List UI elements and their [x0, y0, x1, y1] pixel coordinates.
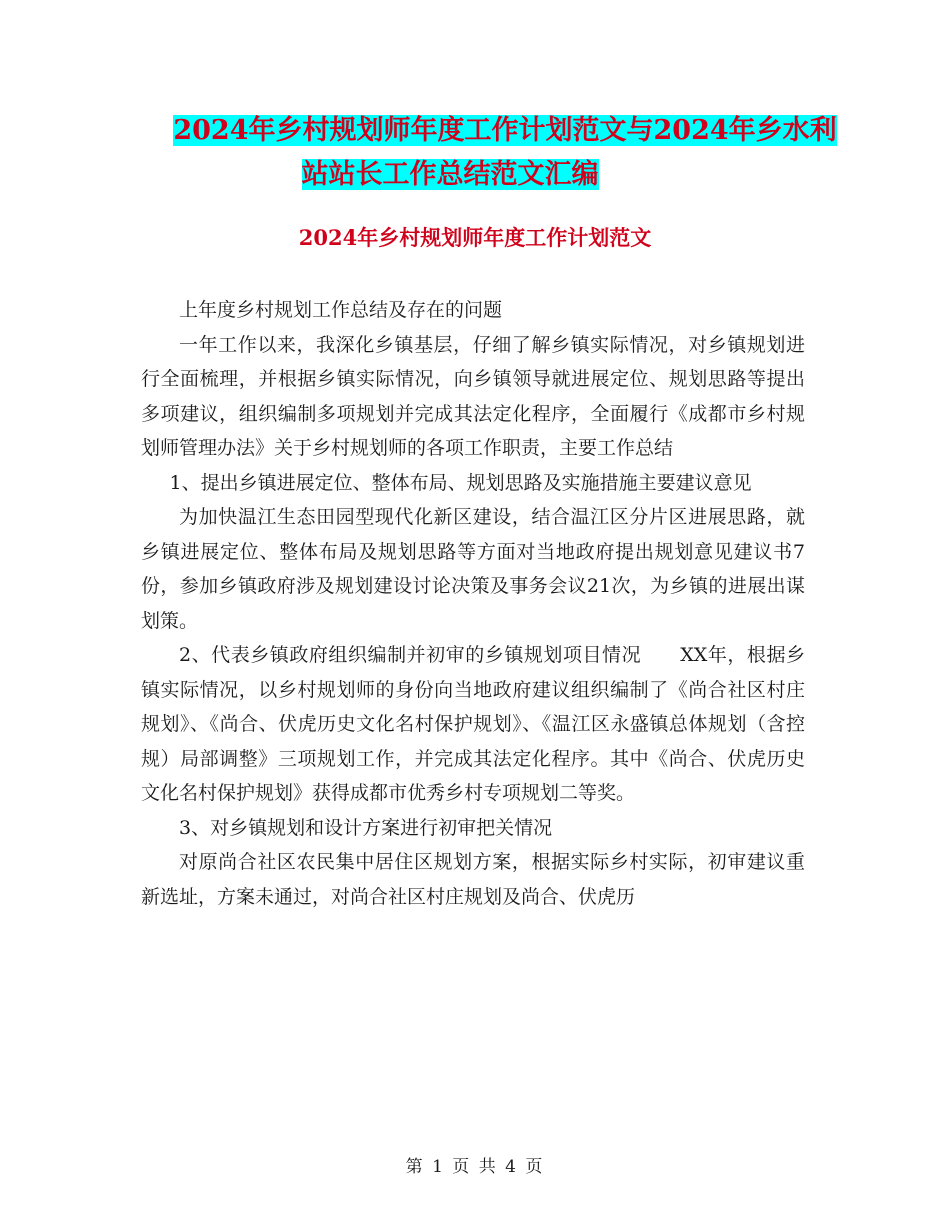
- paragraph: 一年工作以来，我深化乡镇基层，仔细了解乡镇实际情况，对乡镇规划进行全面梳理，并根据乡镇实际情况，向乡镇领导就进展定位、规划思路等提出多项建议，组织编制多项规划并完成其法定化程序，全面履行《成都市乡村规划师管理办法》关于乡村规划师的各项工作职责，主要工作总结: [141, 333, 805, 459]
- document-body: [141, 293, 805, 914]
- title-highlight: 站站长工作总结范文汇编: [301, 159, 599, 190]
- section-title: 2024年乡村规划师年度工作计划范文: [298, 225, 652, 250]
- document-title-line-1: [160, 108, 850, 154]
- paragraph: 2、代表乡镇政府组织编制并初审的乡镇规划项目情况 XX年，根据乡镇实际情况，以乡村规划师的身份向当地政府建议组织编制了《尚合社区村庄规划》、《尚合、伏虎历史文化名村保护规划》、《温江区永盛镇总体规划（含控规）局部调整》三项规划工作，并完成其法定化程序。其中《尚合、伏虎历史文化名村保护规划》获得成都市优秀乡村专项规划二等奖。: [141, 644, 805, 804]
- paragraph: 上年度乡村规划工作总结及存在的问题: [179, 299, 503, 321]
- paragraph: 1、提出乡镇进展定位、整体布局、规划思路及实施措施主要建议意见: [169, 471, 752, 494]
- paragraph: 对原尚合社区农民集中居住区规划方案，根据实际乡村实际，初审建议重新选址，方案未通过，对尚合社区村庄规划及尚合、伏虎历: [141, 851, 805, 908]
- title-highlight: 2024年乡村规划师年度工作计划范文与2024年乡水利: [173, 115, 837, 146]
- document-title-line-2: [140, 152, 760, 198]
- paragraph: 3、对乡镇规划和设计方案进行初审把关情况: [179, 816, 553, 839]
- paragraph: 为加快温江生态田园型现代化新区建设，结合温江区分片区进展思路，就乡镇进展定位、整体布局及规划思路等方面对当地政府提出规划意见建议书7份，参加乡镇政府涉及规划建设讨论决策及事务会议21次，为乡镇的进展出谋划策。: [141, 506, 805, 632]
- page-footer: 第 1 页 共 4 页: [405, 1157, 545, 1177]
